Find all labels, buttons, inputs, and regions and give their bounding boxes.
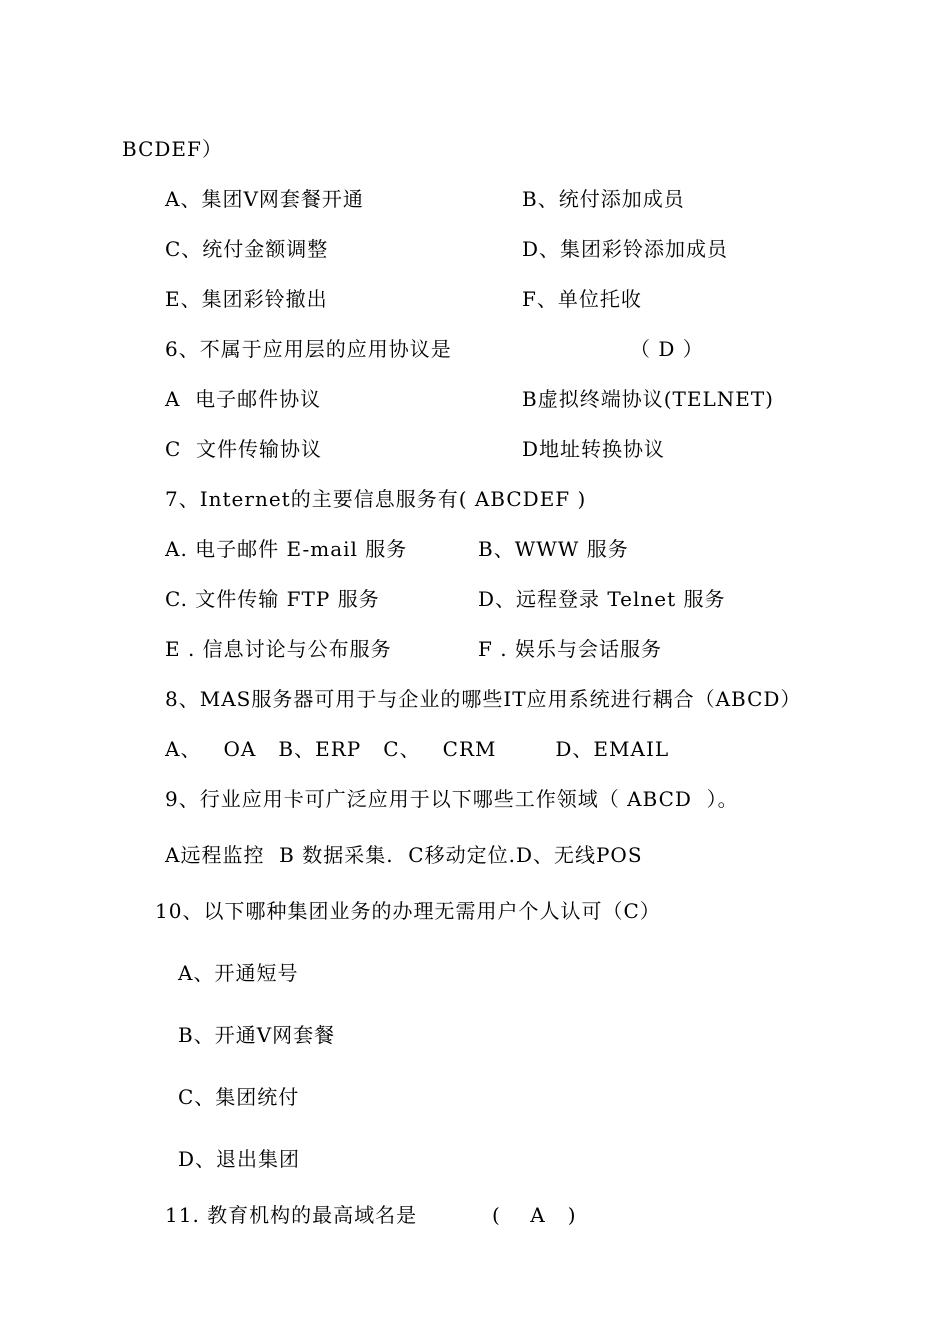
q7-option-f: F . 娱乐与会话服务 [478,637,662,661]
q7-question: 7、Internet的主要信息服务有( ABCDEF ) [165,487,587,511]
q6-answer: （ D ） [630,337,704,361]
q10-option-c: C、集团统付 [178,1085,300,1109]
q6-option-d: D地址转换协议 [522,437,666,461]
q9-question: 9、行业应用卡可广泛应用于以下哪些工作领域（ ABCD ）。 [165,787,739,811]
q5-option-f: F、单位托收 [522,287,642,311]
q7-option-b: B、WWW 服务 [478,537,629,561]
q8-question: 8、MAS服务器可用于与企业的哪些IT应用系统进行耦合（ABCD） [165,687,802,711]
q10-question: 10、以下哪种集团业务的办理无需用户个人认可（C） [155,899,661,923]
q5-option-e: E、集团彩铃撤出 [165,287,328,311]
q10-option-b: B、开通V网套餐 [178,1023,336,1047]
q6-question: 6、不属于应用层的应用协议是 [165,337,452,361]
q11-answer: ( A ) [492,1203,577,1227]
q10-option-d: D、退出集团 [178,1147,301,1171]
q7-option-c: C. 文件传输 FTP 服务 [165,587,380,611]
q11-question: 11. 教育机构的最高域名是 [165,1203,418,1227]
q6-option-a: A 电子邮件协议 [165,387,322,411]
q10-option-a: A、开通短号 [178,961,299,985]
q7-option-d: D、远程登录 Telnet 服务 [478,587,726,611]
q5-option-b: B、统付添加成员 [522,187,685,211]
continued-answer: BCDEF） [122,137,223,161]
q6-option-b: B虚拟终端协议(TELNET) [522,387,774,411]
q9-options: A远程监控 B 数据采集. C移动定位.D、无线POS [165,843,643,867]
q6-option-c: C 文件传输协议 [165,437,323,461]
q7-option-a: A. 电子邮件 E-mail 服务 [165,537,408,561]
q8-options: A、 OA B、ERP C、 CRM D、EMAIL [165,737,670,761]
q5-option-a: A、集团V网套餐开通 [165,187,364,211]
q5-option-c: C、统付金额调整 [165,237,329,261]
q7-option-e: E . 信息讨论与公布服务 [165,637,392,661]
q5-option-d: D、集团彩铃添加成员 [522,237,729,261]
